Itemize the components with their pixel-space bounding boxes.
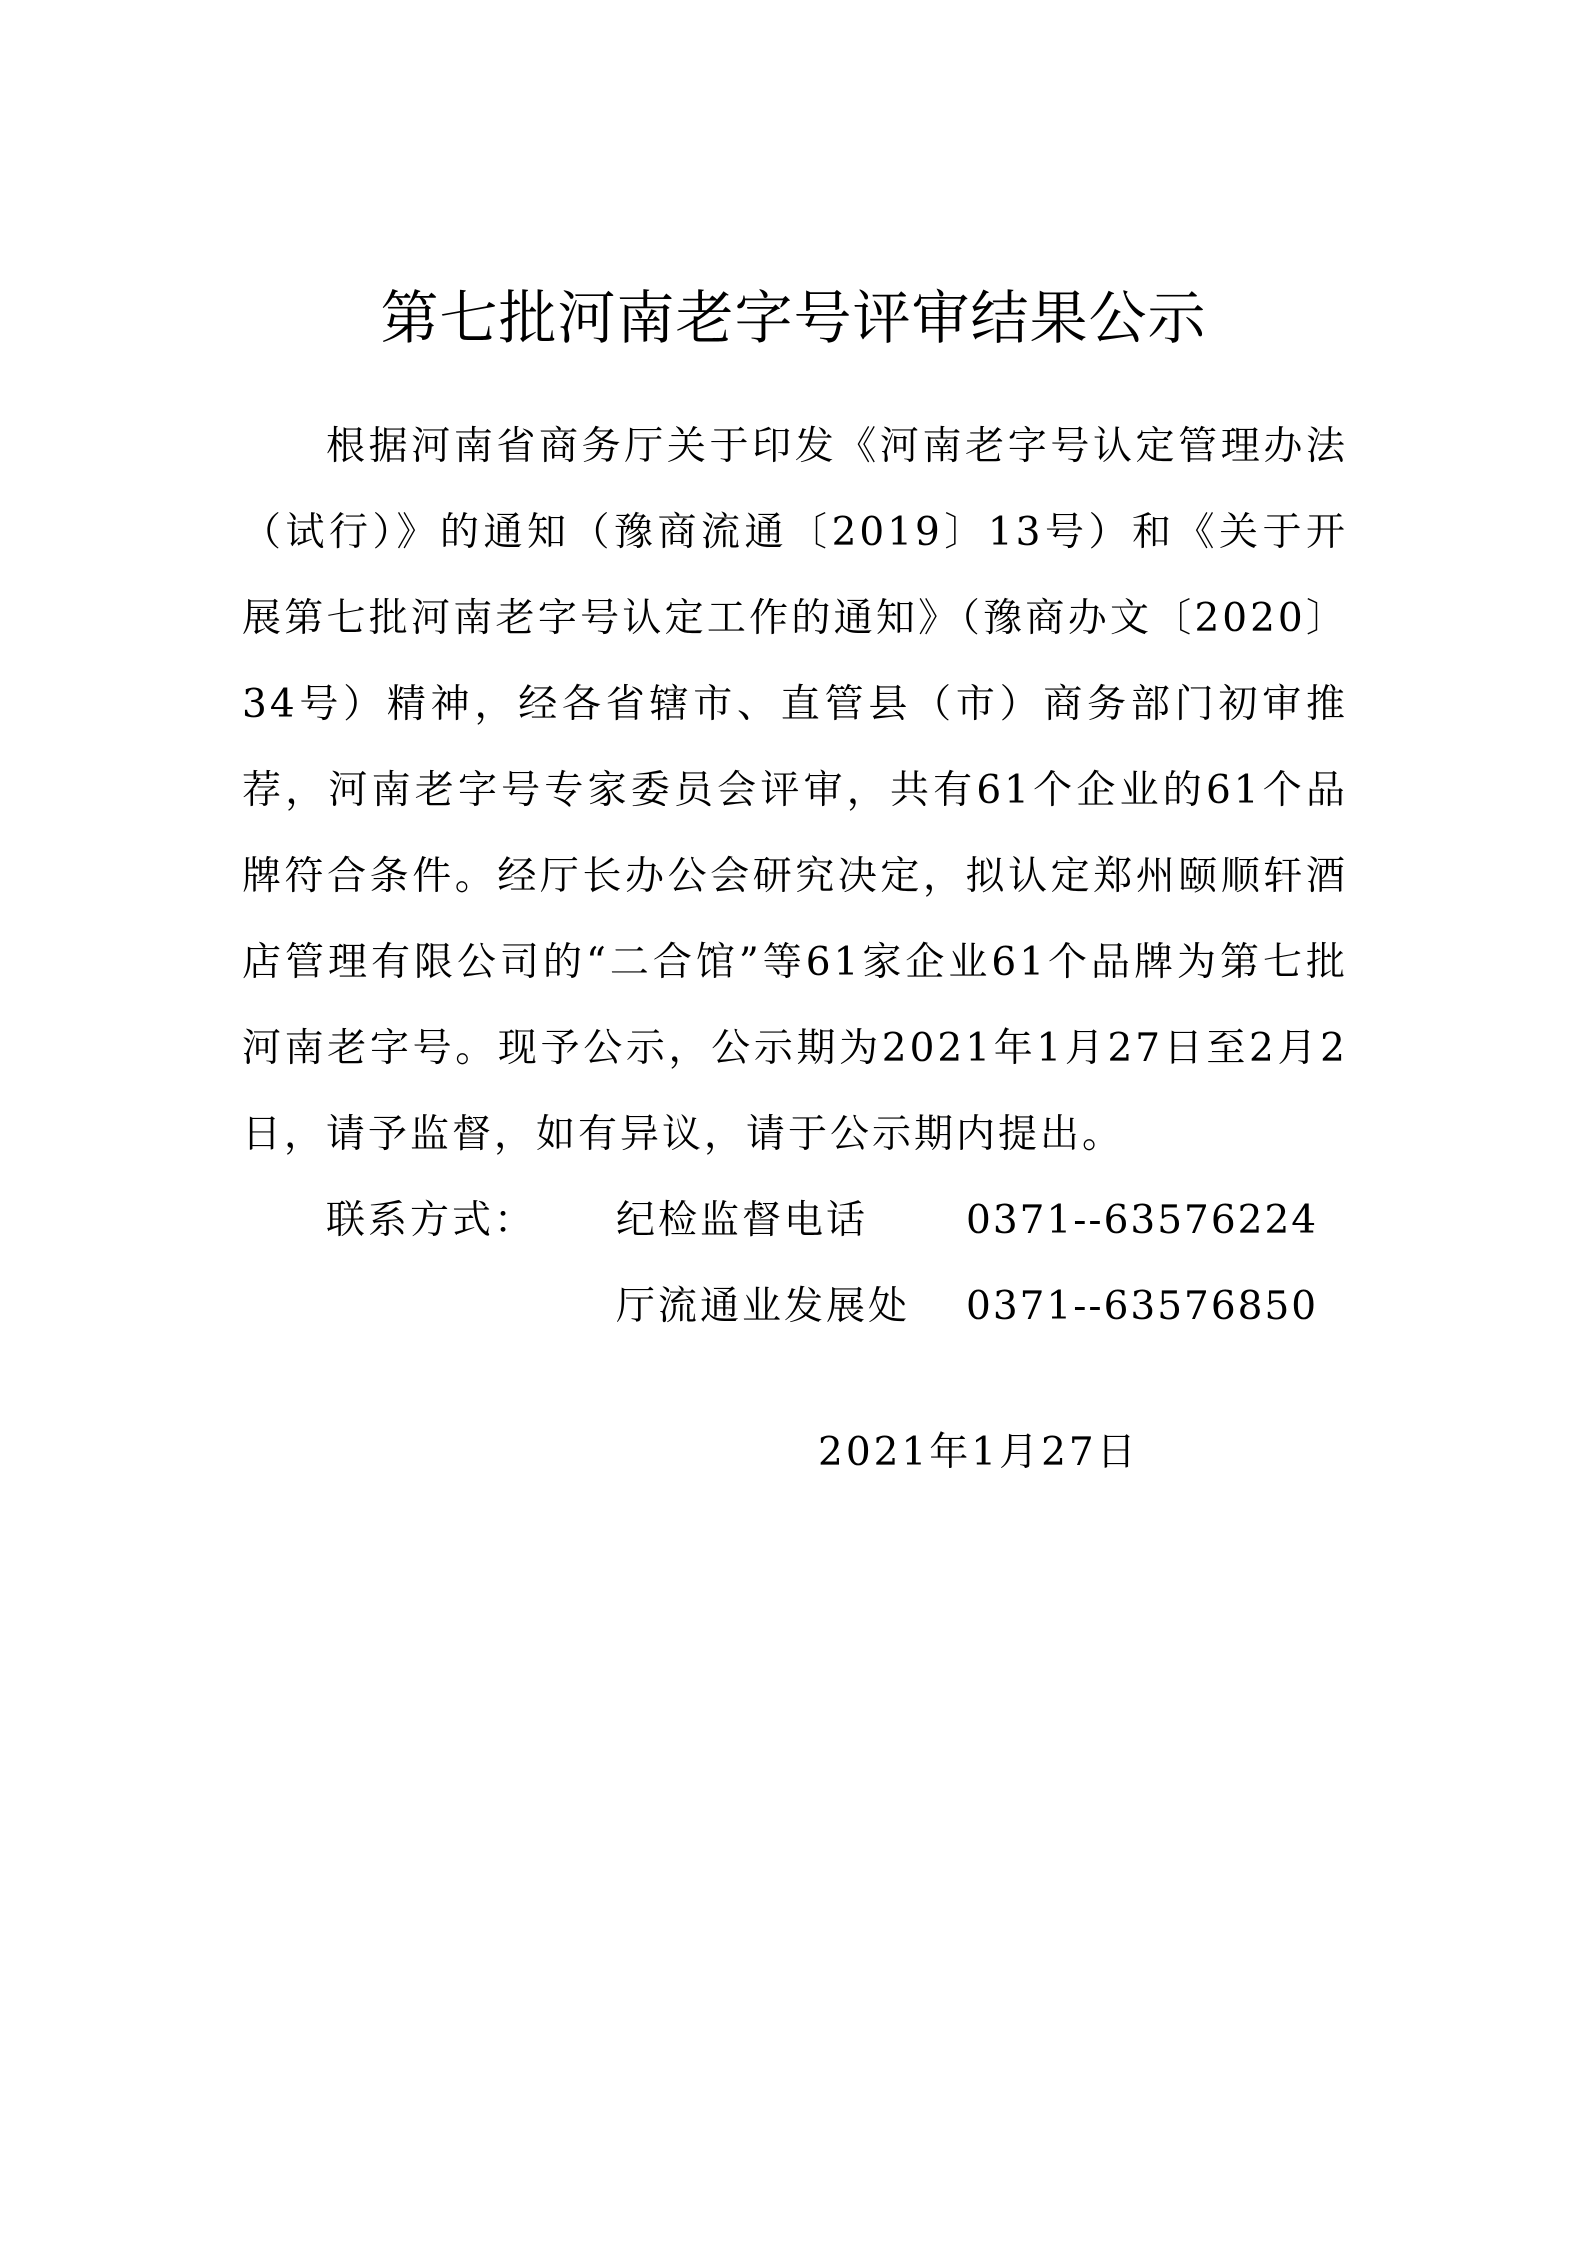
contact-dept: 纪检监督电话: [616, 1198, 869, 1243]
document-body: [242, 404, 1348, 1350]
document-title: 第七批河南老字号评审结果公示: [380, 284, 1207, 352]
contact-phone: 0371--63576850: [966, 1284, 1319, 1329]
contact-row: [242, 1264, 1348, 1350]
contact-phone: 0371--63576224: [966, 1198, 1319, 1243]
announcement-paragraph: 根据河南省商务厅关于印发《河南老字号认定管理办法（试行）》的通知（豫商流通〔2019〕13号）和《关于开展第七批河南老字号认定工作的通知》（豫商办文〔2020〕34号）精神，经各省辖市、直管县（市）商务部门初审推荐，河南老字号专家委员会评审，共有61个企业的61个品牌符合条件。经厅长办公会研究决定，拟认定郑州颐顺轩酒店管理有限公司的“二合馆”等61家企业61个品牌为第七批河南老字号。现予公示，公示期为2021年1月27日至2月2日，请予监督，如有异议，请于公示期内提出。: [242, 424, 1348, 1157]
contact-row: [242, 1178, 1348, 1264]
contact-info: [242, 1178, 1348, 1350]
document-date: 2021年1月27日: [818, 1430, 1139, 1475]
contact-label: 联系方式：: [326, 1198, 537, 1243]
contact-dept: 厅流通业发展处: [616, 1284, 911, 1329]
